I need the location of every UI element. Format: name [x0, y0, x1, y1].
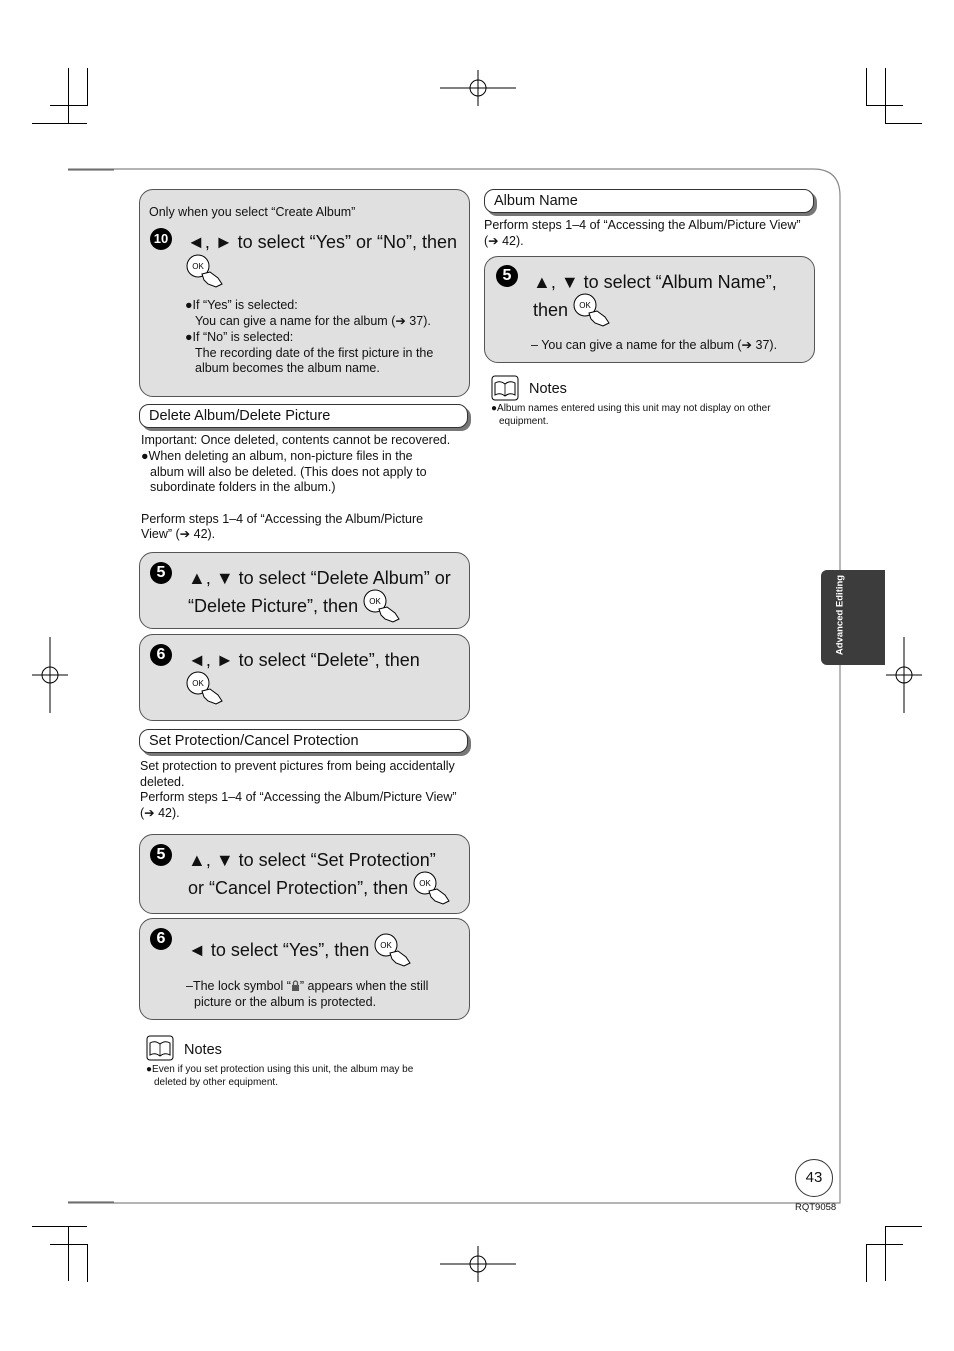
crop-mark: [866, 68, 867, 106]
step-number-badge: 5: [496, 265, 518, 287]
notes-line: deleted by other equipment.: [154, 1077, 278, 1088]
notes-book-icon: [146, 1035, 174, 1061]
crop-mark: [68, 68, 69, 123]
lock-note-text: –The lock symbol “: [186, 979, 291, 993]
crop-mark: [866, 1244, 867, 1282]
step-instruction: ▲, ▼ to select “Album Name”,: [533, 272, 777, 292]
ok-button-press-icon: [186, 671, 226, 707]
step-instruction: ◄, ► to select “Yes” or “No”, then: [187, 232, 458, 252]
bullet-no-detail: The recording date of the first picture in the: [195, 346, 434, 360]
registration-mark: [440, 70, 516, 106]
lock-symbol-note: [186, 978, 428, 994]
bullet-yes-label: ●If “Yes” is selected:: [185, 298, 298, 312]
ok-button-press-icon: [413, 878, 453, 898]
section-side-tab: [821, 570, 885, 665]
crop-mark: [885, 1226, 922, 1227]
step-instruction: [188, 871, 453, 907]
registration-mark: [886, 637, 922, 713]
crop-mark: [87, 1244, 88, 1282]
step-instruction: [188, 933, 414, 969]
album-name-perform-line: (➔ 42).: [484, 234, 524, 248]
notes-line: ●Even if you set protection using this unit, the album may be: [146, 1064, 414, 1075]
bullet-yes-detail: You can give a name for the album (➔ 37).: [195, 314, 431, 328]
crop-mark: [885, 68, 886, 123]
notes-line: equipment.: [499, 416, 549, 427]
svg-text:OK: OK: [192, 262, 204, 271]
notes-title: Notes: [184, 1042, 222, 1058]
section-header-protection: Set Protection/Cancel Protection: [139, 729, 468, 753]
step-number-badge: 5: [150, 844, 172, 866]
page-number: 43: [795, 1159, 833, 1197]
step-number-badge: 5: [150, 562, 172, 584]
section-header-album-name: Album Name: [484, 189, 814, 213]
crop-mark: [50, 1244, 87, 1245]
delete-bullet-line: album will also be deleted. (This does not apply to: [150, 465, 427, 479]
step-instruction-text: ◄ to select “Yes”, then: [188, 939, 370, 960]
step-instruction: [188, 589, 403, 625]
bullet-no-label: ●If “No” is selected:: [185, 330, 294, 344]
step-instruction: ◄, ► to select “Delete”, then: [188, 650, 420, 670]
svg-text:OK: OK: [419, 879, 431, 888]
section-side-tab-label: Advanced Editing: [834, 574, 846, 656]
step-instruction-text: then: [533, 299, 569, 320]
protection-step-5-box: [139, 834, 470, 914]
registration-mark: [440, 1246, 516, 1282]
crop-mark: [50, 105, 87, 106]
ok-button-press-icon: [363, 596, 403, 616]
step-instruction-text: “Delete Picture”, then: [188, 595, 359, 616]
step-number-badge: 6: [150, 644, 172, 666]
delete-bullet-line: ●When deleting an album, non-picture files in the: [141, 449, 413, 463]
delete-step-6-box: [139, 634, 470, 721]
crop-mark: [866, 1244, 903, 1245]
svg-text:OK: OK: [192, 679, 204, 688]
crop-mark: [87, 68, 88, 106]
protection-step-6-box: [139, 918, 470, 1020]
lock-icon: [291, 980, 300, 991]
step-number-badge: 10: [150, 228, 172, 250]
document-code: RQT9058: [795, 1202, 837, 1213]
create-album-pre-note: Only when you select “Create Album”: [149, 205, 356, 219]
svg-text:OK: OK: [369, 597, 381, 606]
create-album-step-box: [139, 189, 470, 397]
delete-bullet-line: subordinate folders in the album.): [150, 480, 336, 494]
step-instruction: ▲, ▼ to select “Set Protection”: [188, 850, 436, 870]
crop-mark: [885, 123, 922, 124]
ok-button-press-icon: [186, 254, 226, 290]
crop-mark: [68, 1226, 69, 1281]
lock-note-text: ” appears when the still: [299, 979, 429, 993]
step-number-badge: 6: [150, 928, 172, 950]
delete-step-5-box: [139, 552, 470, 629]
crop-mark: [32, 123, 87, 124]
album-name-perform-line: Perform steps 1–4 of “Accessing the Album/Picture View”: [484, 218, 801, 232]
protection-desc-line: Set protection to prevent pictures from being accidentally: [140, 759, 455, 773]
svg-text:OK: OK: [579, 301, 591, 310]
svg-text:OK: OK: [380, 941, 393, 950]
ok-button-press-icon: [374, 940, 414, 960]
notes-book-icon: [491, 375, 519, 401]
protection-desc-line: deleted.: [140, 775, 185, 789]
notes-line: ●Album names entered using this unit may not display on other: [491, 403, 771, 414]
delete-perform-line: Perform steps 1–4 of “Accessing the Album/Picture: [141, 512, 424, 526]
delete-perform-line: View” (➔ 42).: [141, 527, 216, 541]
notes-title: Notes: [529, 381, 567, 397]
crop-mark: [885, 1226, 886, 1281]
crop-mark: [866, 105, 903, 106]
registration-mark: [32, 637, 68, 713]
step-instruction: ▲, ▼ to select “Delete Album” or: [188, 568, 451, 588]
album-name-step-5-box: [484, 256, 815, 363]
step-instruction: [533, 293, 613, 329]
lock-symbol-note: picture or the album is protected.: [194, 995, 377, 1009]
bullet-no-detail: album becomes the album name.: [195, 361, 380, 375]
ok-button-press-icon: [573, 300, 613, 320]
protection-desc-line: Perform steps 1–4 of “Accessing the Album/Picture View”: [140, 790, 457, 804]
important-warning: Important: Once deleted, contents cannot be recovered.: [141, 433, 451, 447]
step-instruction-text: or “Cancel Protection”, then: [188, 877, 409, 898]
album-name-note: – You can give a name for the album (➔ 37).: [531, 338, 778, 352]
section-header-delete: Delete Album/Delete Picture: [139, 404, 468, 428]
crop-mark: [32, 1226, 87, 1227]
protection-desc-line: (➔ 42).: [140, 806, 180, 820]
